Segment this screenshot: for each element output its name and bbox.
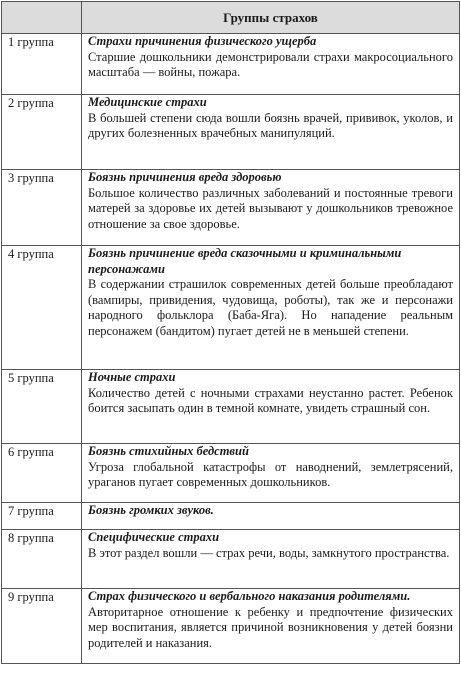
group-number: 8 группа bbox=[2, 530, 82, 589]
table-row bbox=[2, 503, 460, 530]
table-row bbox=[2, 444, 460, 503]
table-row bbox=[2, 530, 460, 589]
group-description bbox=[82, 34, 460, 95]
fear-groups-table bbox=[1, 1, 460, 664]
group-number: 7 группа bbox=[2, 503, 82, 530]
group-description bbox=[82, 170, 460, 246]
table-row bbox=[2, 370, 460, 444]
group-description bbox=[82, 246, 460, 370]
fear-title: Боязнь причинения вреда здоровью bbox=[88, 170, 282, 184]
group-number: 5 группа bbox=[2, 370, 82, 444]
fear-title: Ночные страхи bbox=[88, 370, 176, 384]
fear-text: Угроза глобальной катастрофы от наводнений, землетрясений, ураганов пугает современных дошкольников. bbox=[88, 459, 453, 489]
fear-title: Страхи причинения физического ущерба bbox=[88, 34, 317, 48]
header-group-cell bbox=[2, 2, 82, 34]
fear-title: Боязнь причинение вреда сказочными и криминальными персонажами bbox=[88, 246, 402, 276]
table-row bbox=[2, 170, 460, 246]
fear-title: Боязнь громких звуков. bbox=[88, 503, 214, 517]
group-number: 2 группа bbox=[2, 95, 82, 170]
fear-title: Боязнь стихийных бедствий bbox=[88, 444, 249, 458]
group-number: 3 группа bbox=[2, 170, 82, 246]
table-row bbox=[2, 589, 460, 664]
group-description bbox=[82, 444, 460, 503]
fear-title: Медицинские страхи bbox=[88, 95, 207, 109]
group-number: 4 группа bbox=[2, 246, 82, 370]
group-description bbox=[82, 503, 460, 530]
table-row bbox=[2, 34, 460, 95]
group-description bbox=[82, 95, 460, 170]
group-number: 1 группа bbox=[2, 34, 82, 95]
group-description bbox=[82, 589, 460, 664]
fear-text: Старшие дошкольники демонстрировали страхи макросоциального масштаба — войны, пожара. bbox=[88, 49, 453, 79]
group-number: 9 группа bbox=[2, 589, 82, 664]
fear-text: В этот раздел вошли — страх речи, воды, замкнутого пространства. bbox=[88, 545, 450, 560]
fear-text: Авторитарное отношение к ребенку и предпочтение физических мер воспитания, является причиной возникновения у детей боязни родителей и наказания. bbox=[88, 604, 453, 650]
fear-title: Специфические страхи bbox=[88, 530, 220, 544]
table-row bbox=[2, 246, 460, 370]
fear-title: Страх физического и вербального наказания родителями. bbox=[88, 589, 411, 603]
group-description bbox=[82, 370, 460, 444]
table-row bbox=[2, 95, 460, 170]
table-header-row bbox=[2, 2, 460, 34]
fear-text: Большое количество различных заболеваний и постоянные тревоги матерей за здоровье их детей вызывают у дошкольников тревожное отношение за свое здоровье. bbox=[88, 185, 453, 231]
fear-text: В содержании страшилок современных детей больше преобладают (вампиры, привидения, чудовища, роботы), так же и персонажи народного фольклора (Баба-Яга). Но нападение реальным персонажем (бандитом) пугает детей не в меньшей степени. bbox=[88, 277, 453, 338]
fear-text: Количество детей с ночными страхами неустанно растет. Ребенок боится засыпать один в темной комнате, увидеть страшный сон. bbox=[88, 385, 453, 415]
fear-text: В большей степени сюда вошли боязнь врачей, прививок, уколов, и других болезненных врачебных манипуляций. bbox=[88, 110, 453, 140]
group-description bbox=[82, 530, 460, 589]
group-number: 6 группа bbox=[2, 444, 82, 503]
header-title-cell: Группы страхов bbox=[82, 2, 460, 34]
